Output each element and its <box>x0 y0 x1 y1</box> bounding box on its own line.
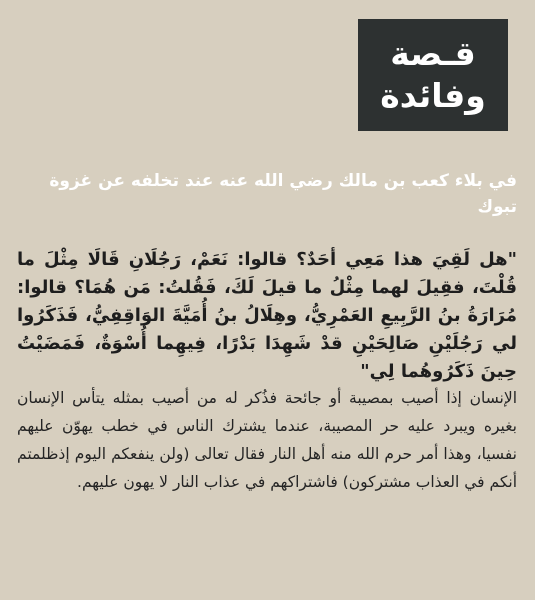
title-line-1: قـصة <box>390 34 476 73</box>
hadith-quote: "هل لَقِيَ هذا مَعِي أحَدٌ؟ قالوا: نَعَمْ، رَجُلَانِ قَالَا مِثْلَ ما قُلْتَ، فقِيلَ لهما مِثْلُ ما قيلَ لَكَ، فَقُلتُ: مَن هُمَا؟ قالوا: مُرَارَةُ بنُ الرَّبِيعِ العَمْرِيُّ، وهِلَالُ بنُ أُمَيَّةَ الوَاقِفِيُّ، فَذَكَرُوا لي رَجُلَيْنِ صَالِحَيْنِ قدْ شَهِدَا بَدْرًا، فِيهِما أُسْوَةٌ، فَمَضَيْتُ حِينَ ذَكَرُوهُما لِي" <box>17 249 517 382</box>
title-box <box>358 19 508 131</box>
body-paragraph: الإنسان إذا أصيب بمصيبة أو جائحة فذُكر له من أصيب بمثله يتأس الإنسان بغيره ويبرد عليه حر المصيبة، عندما يشترك الناس في خطب يهوّن عليهم نفسيا، وهذا أمر حرم الله منه أهل النار فقال تعالى (ولن ينفعكم اليوم إذظلمتم أنكم في العذاب مشتركون) فاشتراكهم في عذاب النار لا يهون عليهم. <box>17 389 517 491</box>
title-line-2: وفائدة <box>380 76 486 115</box>
subtitle: في بلاء كعب بن مالك رضي الله عنه عند تخلفه عن غزوة تبوك <box>49 171 517 217</box>
